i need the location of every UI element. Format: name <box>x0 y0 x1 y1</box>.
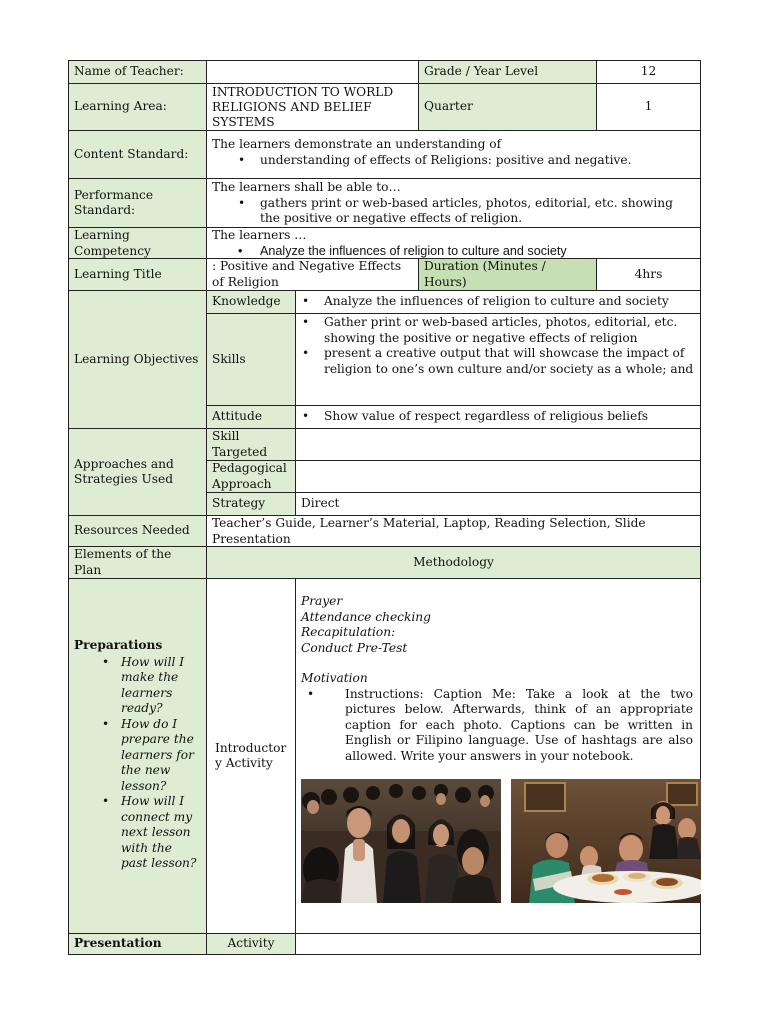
duration-value: 4hrs <box>634 266 663 281</box>
pedagogical-value-cell <box>295 460 701 493</box>
family-meal-photo <box>511 779 701 903</box>
skills-label: Skills <box>212 351 246 366</box>
skill-targeted-label-cell <box>206 428 296 461</box>
strategy-label-cell <box>206 492 296 516</box>
pedagogical-label: Pedagogical Approach <box>212 461 287 491</box>
area-label: Learning Area: <box>74 99 167 114</box>
skill-targeted-label: Skill Targeted <box>212 429 268 459</box>
approaches-label-cell <box>68 428 207 516</box>
strategy-value-cell <box>295 492 701 516</box>
worship-congregation-photo <box>301 779 501 903</box>
knowledge-item: • Analyze the influences of religion to culture and society <box>296 294 695 310</box>
presentation-label-cell <box>68 933 207 955</box>
step-pretest: Conduct Pre-Test <box>301 640 408 655</box>
content-standard-value-cell <box>206 130 701 179</box>
methodology-label: Methodology <box>413 554 494 569</box>
preparations-label-cell <box>68 578 207 934</box>
step-recapitulation: Recapitulation: <box>301 625 396 639</box>
attitude-value-cell <box>295 405 701 429</box>
content-standard-bullet: • understanding of effects of Religions: positive and negative. <box>232 153 695 169</box>
introductory-activity-label-cell <box>206 578 296 934</box>
performance-standard-intro: The learners shall be able to… <box>212 180 401 194</box>
content-standard-intro: The learners demonstrate an understanding of <box>212 137 502 151</box>
strategy-label: Strategy <box>212 496 266 511</box>
introductory-activity-label: Introductory Activity <box>215 740 287 770</box>
learning-title-value: : Positive and Negative Effects of Religion <box>212 259 402 289</box>
motivation-label: Motivation <box>301 671 368 685</box>
resources-label: Resources Needed <box>74 523 190 538</box>
quarter-value-cell <box>596 83 701 131</box>
learning-title-label-cell <box>68 258 207 291</box>
elements-label-cell <box>68 546 207 579</box>
teacher-value-cell <box>206 60 419 84</box>
pedagogical-label-cell <box>206 460 296 493</box>
knowledge-label-cell <box>206 290 296 314</box>
resources-value: Teacher’s Guide, Learner’s Material, Laptop, Reading Selection, Slide Presentation <box>212 516 646 546</box>
quarter-label-cell <box>418 83 597 131</box>
methodology-header-cell <box>206 546 701 579</box>
area-value: INTRODUCTION TO WORLD RELIGIONS AND BELIEF SYSTEMS <box>212 85 394 129</box>
prep-question-3: • How will I connect my next lesson with the past lesson? <box>74 794 201 872</box>
prep-question-2: • How do I prepare the learners for the new lesson? <box>74 717 201 795</box>
step-attendance: Attendance checking <box>301 609 431 624</box>
elements-label: Elements of the Plan <box>74 547 172 577</box>
teacher-label-cell <box>68 60 207 84</box>
skills-value-cell <box>295 313 701 406</box>
area-label-cell <box>68 83 207 131</box>
competency-bullet: • Analyze the influences of religion to culture and society <box>232 244 695 260</box>
skills-item-2: • present a creative output that will showcase the impact of religion to one’s own culture and/or society as a whole; and <box>296 346 695 377</box>
resources-value-cell <box>206 515 701 547</box>
area-value-cell <box>206 83 419 131</box>
preparations-label: Preparations <box>74 638 163 652</box>
content-standard-label-cell <box>68 130 207 179</box>
quarter-label: Quarter <box>424 99 473 114</box>
competency-label-cell <box>68 227 207 259</box>
resources-label-cell <box>68 515 207 547</box>
knowledge-value-cell <box>295 290 701 314</box>
grade-label-cell <box>418 60 597 84</box>
learning-title-label: Learning Title <box>74 266 162 281</box>
skills-label-cell <box>206 313 296 406</box>
objectives-label: Learning Objectives <box>74 351 199 366</box>
motivation-instruction: • Instructions: Caption Me: Take a look at the two pictures below. Afterwards, think of an appropriate caption for each photo. Captions can be written in English or Filipino language. Use of hashtags are also allowed. Write your answers in your notebook. <box>301 687 693 765</box>
performance-standard-value-cell <box>206 178 701 228</box>
step-prayer: Prayer <box>301 594 343 608</box>
attitude-label-cell <box>206 405 296 429</box>
learning-title-value-cell <box>206 258 419 291</box>
presentation-activity-label-cell <box>206 933 296 955</box>
skills-item-1: • Gather print or web-based articles, photos, editorial, etc. showing the positive or negative effects of religion <box>296 315 695 346</box>
grade-value: 12 <box>640 64 657 79</box>
knowledge-label: Knowledge <box>212 294 281 309</box>
performance-standard-label: Performance Standard: <box>74 187 154 217</box>
grade-label: Grade / Year Level <box>424 64 539 79</box>
objectives-label-cell <box>68 290 207 429</box>
skill-targeted-value-cell <box>295 428 701 461</box>
presentation-label: Presentation <box>74 936 162 951</box>
presentation-value-cell <box>295 933 701 955</box>
attitude-item: • Show value of respect regardless of religious beliefs <box>296 409 695 425</box>
duration-label: Duration (Minutes / Hours) <box>424 259 546 289</box>
presentation-activity-label: Activity <box>227 936 275 951</box>
performance-standard-label-cell <box>68 178 207 228</box>
competency-value-cell <box>206 227 701 259</box>
competency-intro: The learners … <box>212 228 307 242</box>
strategy-value: Direct <box>301 496 340 511</box>
competency-label: Learning Competency <box>74 228 151 258</box>
duration-value-cell <box>596 258 701 291</box>
approaches-label: Approaches and Strategies Used <box>74 456 174 486</box>
grade-value-cell <box>596 60 701 84</box>
prep-question-1: • How will I make the learners ready? <box>74 655 201 717</box>
duration-label-cell <box>418 258 597 291</box>
quarter-value: 1 <box>644 99 653 114</box>
attitude-label: Attitude <box>212 409 263 424</box>
performance-standard-bullet: • gathers print or web-based articles, photos, editorial, etc. showing the positive or negative effects of religion. <box>232 196 695 227</box>
content-standard-label: Content Standard: <box>74 146 189 161</box>
teacher-label: Name of Teacher: <box>74 64 184 79</box>
